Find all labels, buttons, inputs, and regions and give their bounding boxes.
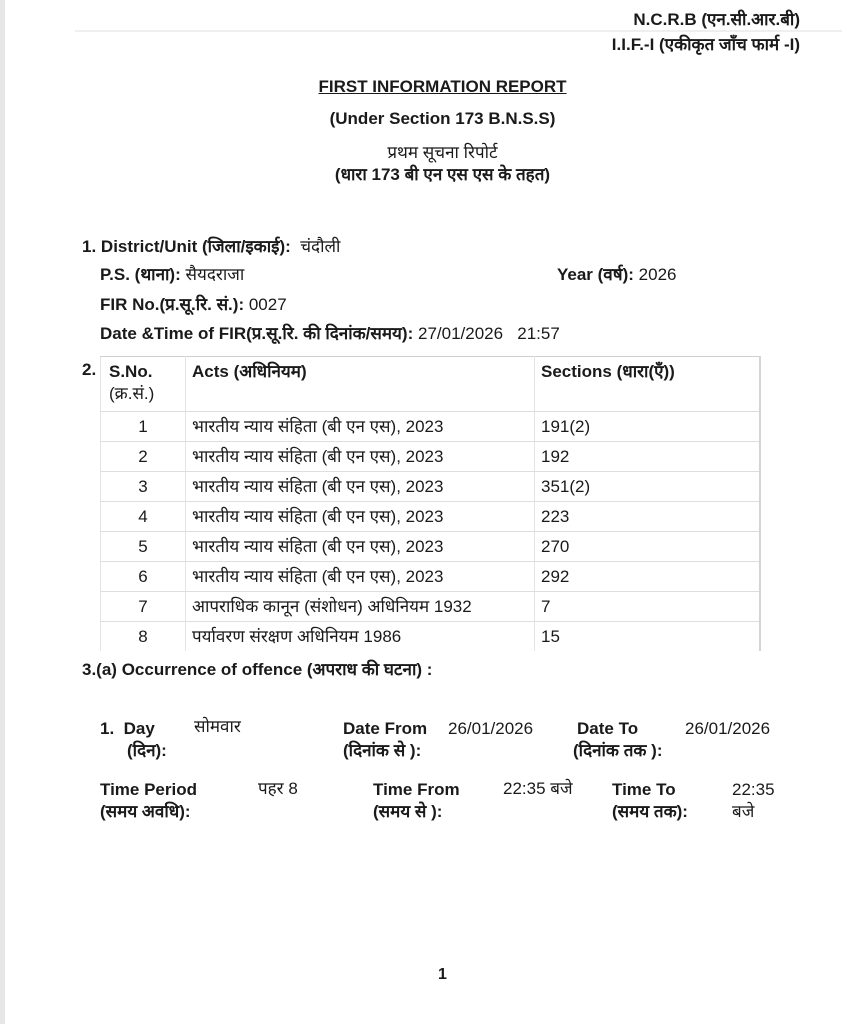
sno-header-hi: (क्र.सं.) [109,384,155,403]
date-from-label-hindi: (दिनांक से ): [343,741,422,760]
row-act: आपराधिक कानून (संशोधन) अधिनियम 1932 [186,592,535,622]
time-from-value: 22:35 बजे [503,779,573,798]
table-row [101,622,761,652]
sno-header-en: S.No. [109,362,153,381]
row-sno: 4 [101,502,186,532]
ps-row [100,264,244,286]
row-sno: 8 [101,622,186,652]
day-label-block [100,718,167,762]
fir-date-value: 27/01/2026 [417,324,504,343]
iif-header: I.I.F.-I (एकीकृत जाँच फार्म -I) [611,35,800,54]
row-section: 292 [535,562,761,592]
ncrb-header: N.C.R.B (एन.सी.आर.बी) [633,10,800,29]
date-to-label-hindi: (दिनांक तक ): [573,741,663,760]
page-number: 1 [438,966,447,983]
year-value: 2026 [638,265,677,284]
section3-number: 3.(a) [82,660,117,679]
row-section: 191(2) [535,412,761,442]
row-sno: 6 [101,562,186,592]
time-from-label-hindi: (समय से ): [373,802,443,821]
row-act: भारतीय न्याय संहिता (बी एन एस), 2023 [186,502,535,532]
hindi-section: (धारा 173 बी एन एस एस के तहत) [334,165,551,184]
table-header-row [101,357,761,412]
item-number: 1. [100,719,115,738]
date-to-value: 26/01/2026 [685,719,771,738]
time-period-label-hindi: (समय अवधि): [100,802,191,821]
row-section: 192 [535,442,761,472]
row-section: 7 [535,592,761,622]
under-section: (Under Section 173 B.N.S.S) [329,109,556,128]
row-act: भारतीय न्याय संहिता (बी एन एस), 2023 [186,442,535,472]
time-to-value: 22:35 [732,780,775,799]
year-label: Year (वर्ष): [557,265,634,284]
row-section: 270 [535,532,761,562]
occurrence-heading [82,659,432,681]
fir-datetime-label: Date &Time of FIR(प्र.सू.रि. की दिनांक/समय): [100,324,414,343]
time-to-suffix: बजे [732,802,755,821]
table-row [101,412,761,442]
row-sno: 3 [101,472,186,502]
row-act: भारतीय न्याय संहिता (बी एन एस), 2023 [186,532,535,562]
row-act: पर्यावरण संरक्षण अधिनियम 1986 [186,622,535,652]
fir-datetime-row [100,323,560,345]
table-row [101,442,761,472]
table-row [101,472,761,502]
day-value: सोमवार [194,717,241,736]
date-from-label-block [343,718,427,762]
row-sno: 5 [101,532,186,562]
day-label: 1. Day [100,719,155,738]
district-value: चंदौली [300,237,341,256]
sno-header [101,357,186,412]
ps-label: P.S. (थाना): [100,265,181,284]
row-sno: 7 [101,592,186,622]
date-from-label: Date From [343,719,428,738]
time-from-label-block [373,779,460,823]
table-row [101,562,761,592]
section2-number: 2. [82,360,97,379]
hindi-title: प्रथम सूचना रिपोर्ट [387,143,498,162]
row-act: भारतीय न्याय संहिता (बी एन एस), 2023 [186,412,535,442]
row-sno: 1 [101,412,186,442]
row-section: 15 [535,622,761,652]
fir-no-row [100,294,287,316]
date-to-label: Date To [577,719,639,738]
time-to-label-block [612,779,688,823]
row-section: 223 [535,502,761,532]
acts-table [100,356,761,651]
date-from-value: 26/01/2026 [448,719,534,738]
table-row [101,502,761,532]
time-to-label-hindi: (समय तक): [612,802,688,821]
district-row [82,236,340,258]
report-title-text: FIRST INFORMATION REPORT [318,77,567,96]
time-period-value: पहर 8 [258,779,298,798]
fir-time-value: 21:57 [517,324,560,343]
section1-number: 1. [82,237,97,256]
fir-no-value: 0027 [248,295,287,314]
time-to-value-block [732,779,775,823]
table-row [101,592,761,622]
year-row [557,264,676,286]
time-period-label: Time Period [100,780,197,799]
report-title [0,77,842,97]
row-act: भारतीय न्याय संहिता (बी एन एस), 2023 [186,472,535,502]
time-period-label-block [100,779,197,823]
acts-header: Acts (अधिनियम) [186,357,535,412]
date-to-label-block [573,718,663,762]
fir-no-label: FIR No.(प्र.सू.रि. सं.): [100,295,245,314]
ps-value: सैयदराजा [185,265,245,284]
row-section: 351(2) [535,472,761,502]
sections-header: Sections (धारा(एँ)) [535,357,761,412]
row-sno: 2 [101,442,186,472]
time-from-label: Time From [373,780,460,799]
day-label-hindi: (दिन): [127,741,167,760]
table-row [101,532,761,562]
row-act: भारतीय न्याय संहिता (बी एन एस), 2023 [186,562,535,592]
occurrence-heading-text: Occurrence of offence (अपराध की घटना) : [121,660,433,679]
district-label: District/Unit (जिला/इकाई): [100,237,291,256]
time-to-label: Time To [612,780,676,799]
